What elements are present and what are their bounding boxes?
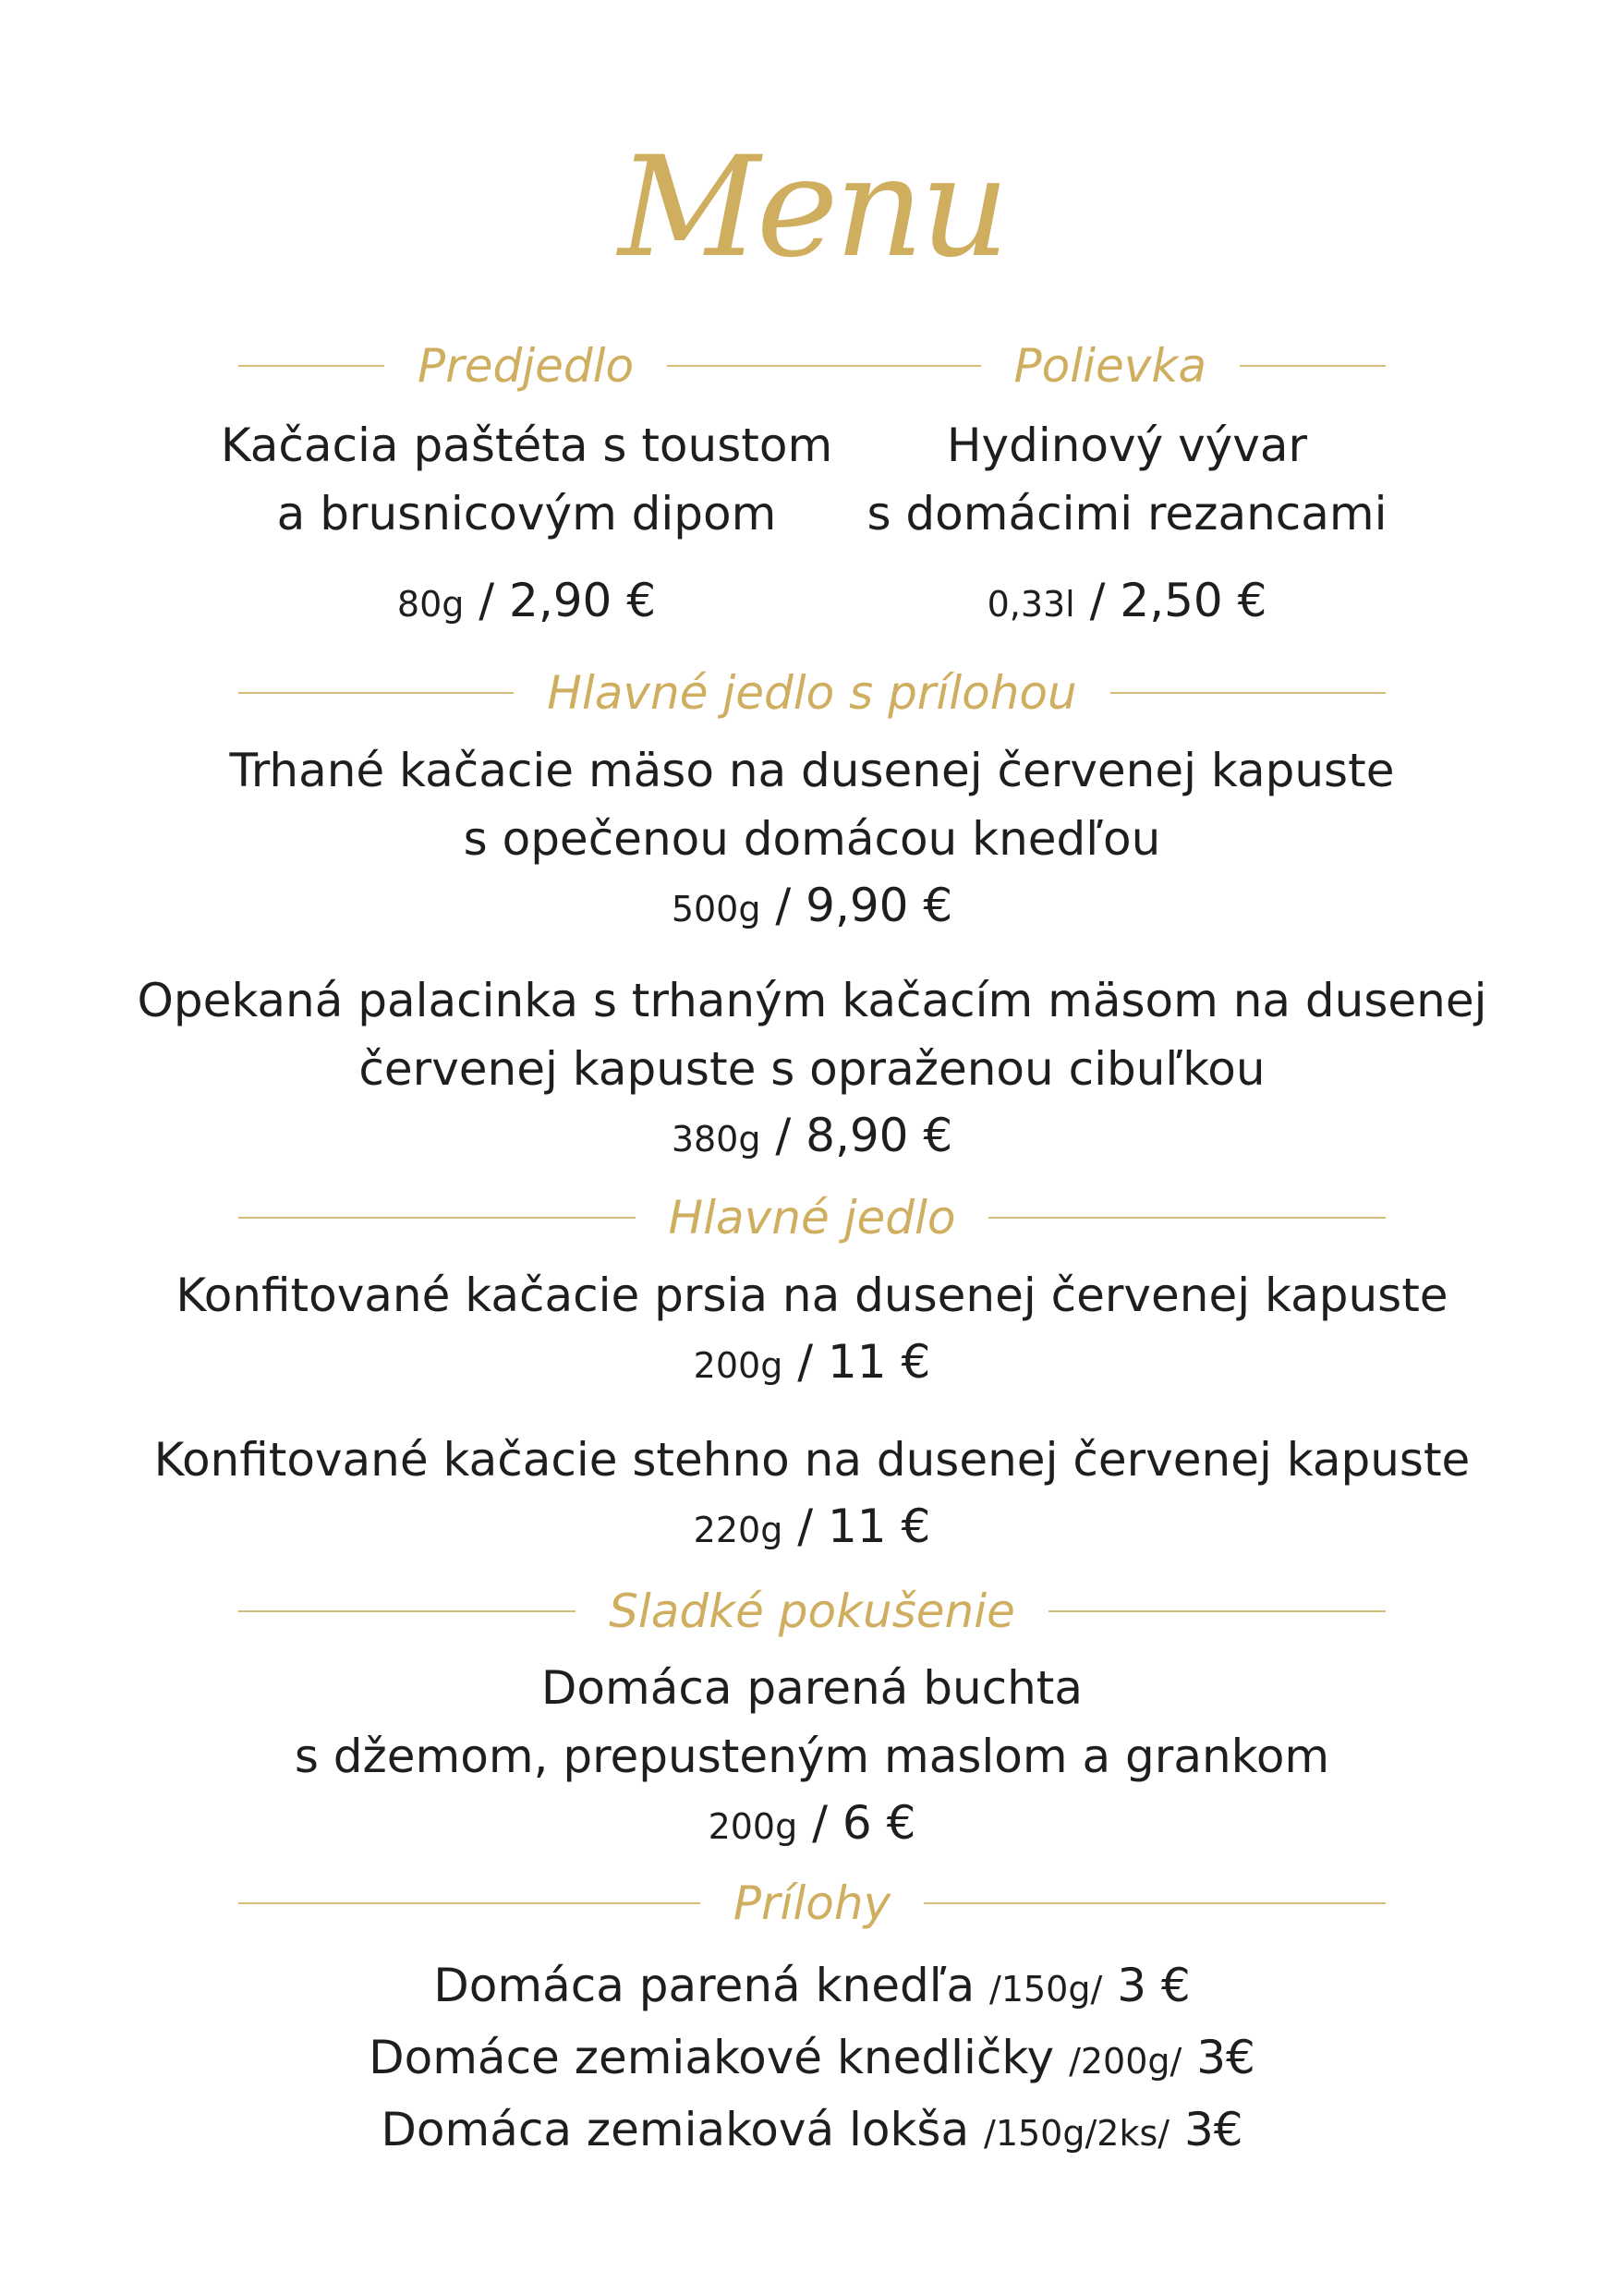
sides-heading-row xyxy=(238,1876,1386,1931)
dish-name: Hydinový vývar s domácimi rezancami xyxy=(867,419,1388,540)
divider-line xyxy=(924,1902,1386,1904)
menu-item xyxy=(0,1261,1624,1398)
dish-price: / 2,90 € xyxy=(479,574,657,627)
divider-line xyxy=(1240,365,1386,367)
price-line xyxy=(0,1494,1624,1562)
section-heading-polievka: Polievka xyxy=(1013,339,1206,393)
divider-line xyxy=(238,692,514,694)
divider-line xyxy=(238,365,384,367)
menu-item xyxy=(0,1426,1624,1562)
divider-line xyxy=(238,1610,576,1612)
dish-price: / 9,90 € xyxy=(775,879,953,932)
dessert-item xyxy=(0,1654,1624,1859)
starter-item xyxy=(212,411,841,637)
dish-weight: 220g xyxy=(693,1510,783,1550)
dish-weight: 200g xyxy=(693,1345,783,1386)
dessert-heading-row xyxy=(238,1584,1386,1639)
dish-weight: 80g xyxy=(396,584,465,625)
dish-price: / 11 € xyxy=(797,1500,931,1553)
dish-name: Opekaná palacinka s trhaným kačacím mäsom na dusenej červenej kapuste s opraženou cibuľkou xyxy=(137,974,1487,1096)
main-heading-row xyxy=(238,1190,1386,1245)
divider-line xyxy=(238,1217,636,1219)
divider-line xyxy=(1110,692,1386,694)
side-weight: /200g/ xyxy=(1069,2041,1182,2082)
menu-item xyxy=(0,736,1624,941)
price-line xyxy=(0,1791,1624,1859)
dish-name: Konfitované kačacie prsia na dusenej červenej kapuste xyxy=(176,1269,1448,1322)
dish-price: / 11 € xyxy=(797,1335,931,1389)
section-heading-main: Hlavné jedlo xyxy=(668,1191,956,1245)
main-with-side-heading-row xyxy=(238,665,1386,721)
dish-price: / 6 € xyxy=(812,1796,916,1850)
soup-item xyxy=(813,411,1441,637)
side-item xyxy=(0,2023,1624,2095)
divider-line xyxy=(988,1217,1386,1219)
dish-weight: 380g xyxy=(671,1119,761,1160)
side-price: 3 € xyxy=(1117,1959,1191,2012)
side-weight: /150g/2ks/ xyxy=(984,2113,1170,2154)
dish-name: Kačacia paštéta s toustom a brusnicovým dipom xyxy=(220,419,833,540)
dish-price: / 8,90 € xyxy=(775,1109,953,1162)
divider-line xyxy=(1048,1610,1386,1612)
side-name: Domáca parená knedľa xyxy=(433,1959,976,2012)
dish-weight: 0,33l xyxy=(987,584,1075,625)
dish-name: Domáca parená buchta s džemom, prepusteným maslom a grankom xyxy=(294,1661,1330,1783)
section-heading-main-with-side: Hlavné jedlo s prílohou xyxy=(547,666,1077,720)
side-name: Domáce zemiakové knedličky xyxy=(369,2031,1055,2084)
side-item xyxy=(0,2095,1624,2168)
price-line xyxy=(0,873,1624,941)
dish-weight: 200g xyxy=(708,1806,798,1847)
price-line xyxy=(0,1330,1624,1398)
dish-name: Konfitované kačacie stehno na dusenej červenej kapuste xyxy=(153,1433,1471,1487)
divider-line xyxy=(238,1902,700,1904)
menu-title: Menu xyxy=(618,128,1006,288)
section-heading-predjedlo: Predjedlo xyxy=(418,339,635,393)
dish-weight: 500g xyxy=(671,889,761,929)
price-line xyxy=(212,568,841,637)
sides-list xyxy=(0,1951,1624,2168)
dish-price: / 2,50 € xyxy=(1089,574,1267,627)
dish-name: Trhané kačacie mäso na dusenej červenej kapuste s opečenou domácou knedľou xyxy=(229,744,1395,866)
section-heading-dessert: Sladké pokušenie xyxy=(609,1585,1015,1638)
section-heading-sides: Prílohy xyxy=(733,1876,891,1930)
menu-item xyxy=(0,966,1624,1172)
starter-soup-heading-row xyxy=(238,338,1386,394)
price-line xyxy=(0,1103,1624,1172)
side-price: 3€ xyxy=(1196,2031,1255,2084)
side-name: Domáca zemiaková lokša xyxy=(381,2103,970,2156)
divider-line xyxy=(667,365,980,367)
side-price: 3€ xyxy=(1183,2103,1243,2156)
side-weight: /150g/ xyxy=(989,1969,1103,2010)
price-line xyxy=(813,568,1441,637)
side-item xyxy=(0,1951,1624,2023)
